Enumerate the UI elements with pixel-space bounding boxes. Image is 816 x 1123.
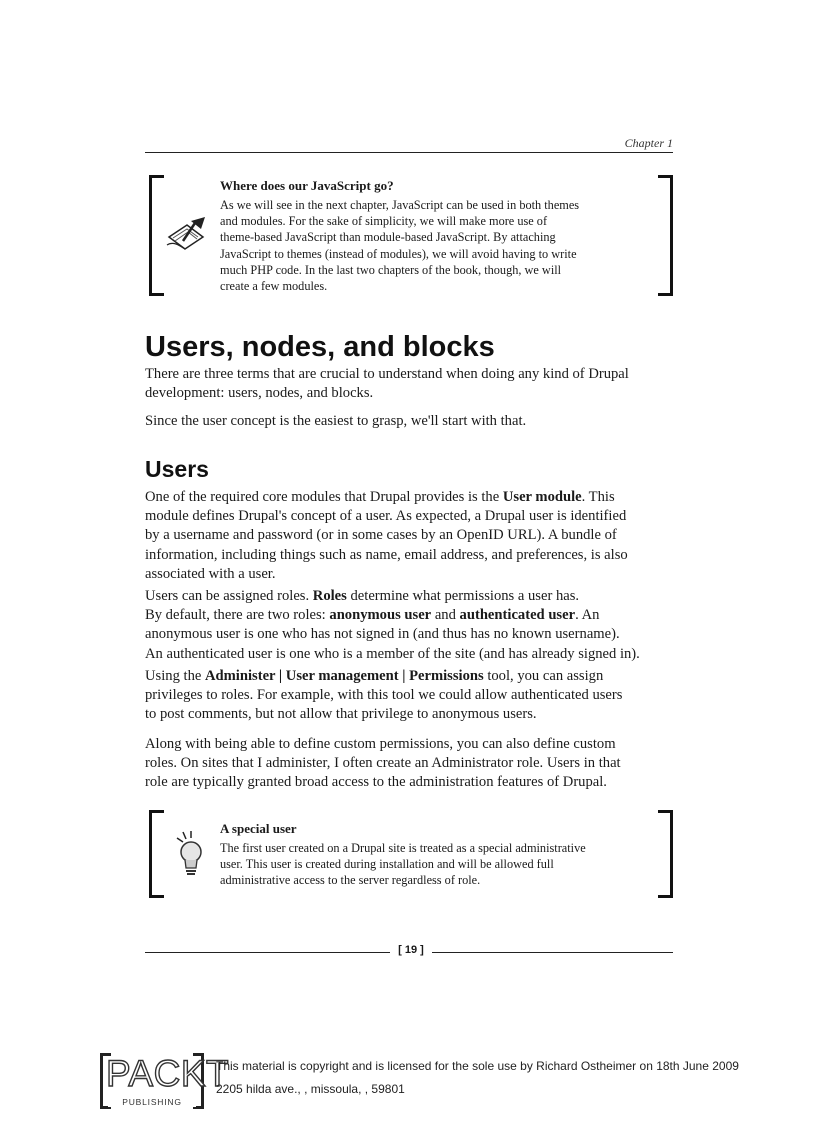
page-number: [ 19 ]	[398, 944, 424, 956]
intro-paragraph: There are three terms that are crucial to understand when doing any kind of Drupal development: users, nodes, and blocks.	[145, 366, 629, 402]
note-bracket-right	[658, 175, 673, 296]
note-body: As we will see in the next chapter, JavaScript can be used in both themes and modules. For the sake of simplicity, we will make more use of theme-based JavaScript than module-based JavaScript. By attaching JavaScript to themes (instead of modules), we will avoid having to write much PHP code. In the last two chapters of the book, though, we will create a few modules.	[220, 198, 580, 294]
packt-logo	[100, 1053, 230, 1109]
note-bracket-left	[149, 175, 164, 296]
intro-paragraph-2: Since the user concept is the easiest to grasp, we'll start with that.	[145, 413, 527, 429]
users-paragraph-1: One of the required core modules that Drupal provides is the User module. This module defines Drupal's concept of a user. As expected, a Drupal user is identified by a username and password (or in some cases by an OpenID URL). A bundle of information, including things such as name, email address, and preferences, is also associated with a user.	[145, 489, 628, 582]
users-paragraph-4: Along with being able to define custom permissions, you can also define custom roles. On sites that I administer, I often create an Administrator role. Users in that role are typically granted broad access to the administration features of Drupal.	[145, 736, 621, 791]
lightbulb-icon	[173, 830, 207, 880]
license-line-2: 2205 hilda ave., , missoula, , 59801	[216, 1082, 405, 1096]
section-heading: Users, nodes, and blocks	[145, 331, 495, 363]
note-body: The first user created on a Drupal site is treated as a special administrative user. This user is created during installation and will be allowed full administrative access to the server regardless of role.	[220, 841, 586, 888]
writing-note-icon	[165, 215, 209, 255]
logo-word: PACKT	[106, 1053, 230, 1094]
users-heading: Users	[145, 456, 209, 482]
note-title: Where does our JavaScript go?	[220, 178, 394, 193]
users-paragraph-3: Using the Administer | User management | Permissions tool, you can assign privileges to roles. For example, with this tool we could allow authenticated users to post comments, but not allow that privilege to anonymous users.	[145, 668, 623, 723]
note-title: A special user	[220, 821, 297, 836]
note-content	[220, 178, 633, 294]
footer-rule-left	[145, 952, 390, 953]
note-bracket-right	[658, 810, 673, 898]
note-bracket-left	[149, 810, 164, 898]
note-box-special-user	[145, 810, 673, 898]
users-paragraph-2: Users can be assigned roles. Roles determine what permissions a user has. By default, there are two roles: anonymous user and authenticated user. An anonymous user is one who has not signed in (and thus has no known username). An authenticated user is one who is a member of the site (and has already signed in).	[145, 588, 640, 662]
note-content	[220, 821, 633, 889]
logo-subtitle: PUBLISHING	[108, 1097, 196, 1107]
license-line-1: This material is copyright and is licensed for the sole use by Richard Ostheimer on 18th June 2009	[216, 1059, 739, 1073]
footer-rule-right	[432, 952, 673, 953]
chapter-label: Chapter 1	[624, 136, 673, 150]
header-rule	[145, 152, 673, 153]
note-box-javascript	[145, 175, 673, 296]
